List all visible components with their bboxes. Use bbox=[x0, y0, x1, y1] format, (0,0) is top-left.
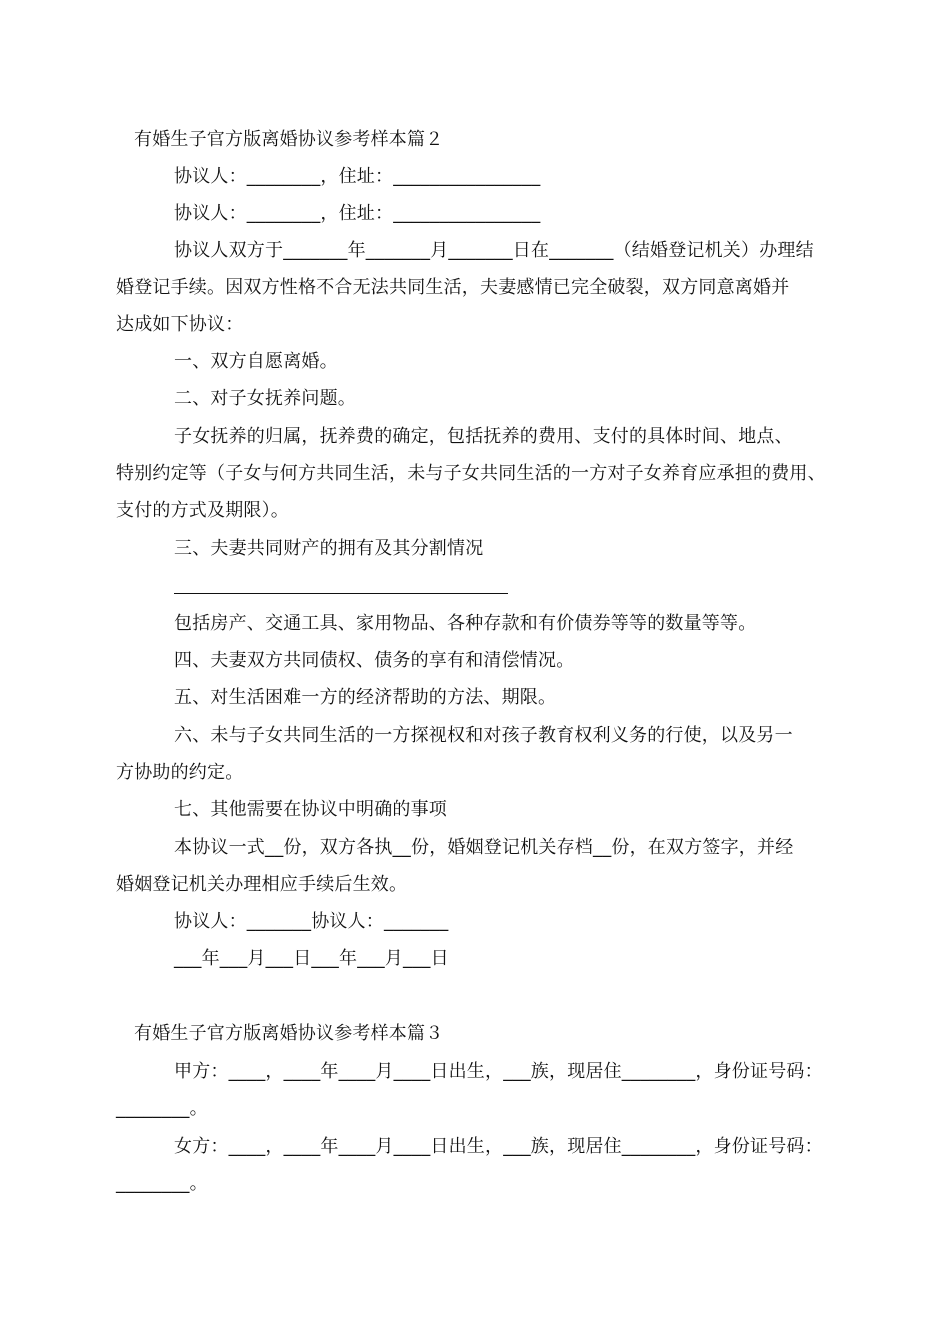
item-2: 二、对子女抚养问题。 bbox=[174, 388, 356, 409]
copies-line-1: 本协议一式__份，双方各执__份，婚姻登记机关存档__份，在双方签字，并经 bbox=[174, 837, 794, 858]
child-support-line-2: 特别约定等（子女与何方共同生活，未与子女共同生活的一方对子女养育应承担的费用、 bbox=[116, 463, 826, 484]
intro-line-1: 协议人双方于_______年_______月_______日在_______（结婚登记机关）办理结 bbox=[174, 240, 814, 261]
party-b-line-1: 女方：____，____年____月____日出生，___族，现居住________，身份证号码： bbox=[174, 1136, 823, 1157]
child-support-line-3: 支付的方式及期限）。 bbox=[116, 500, 289, 521]
intro-line-2: 婚登记手续。因双方性格不合无法共同生活，夫妻感情已完全破裂，双方同意离婚并 bbox=[116, 277, 790, 298]
item-4: 四、夫妻双方共同债权、债务的享有和清偿情况。 bbox=[174, 650, 575, 671]
intro-line-3: 达成如下协议： bbox=[116, 314, 244, 335]
item-6-line-1: 六、未与子女共同生活的一方探视权和对孩子教育权利义务的行使，以及另一 bbox=[174, 725, 793, 746]
item-7: 七、其他需要在协议中明确的事项 bbox=[174, 799, 447, 820]
party-1-line: 协议人：________，住址：________________ bbox=[174, 166, 541, 187]
date-line: ___年___月___日___年___月___日 bbox=[174, 948, 449, 969]
blank-underline bbox=[174, 593, 508, 594]
item-1: 一、双方自愿离婚。 bbox=[174, 351, 338, 372]
item-6-line-2: 方协助的约定。 bbox=[116, 762, 244, 783]
item-3: 三、夫妻共同财产的拥有及其分割情况 bbox=[174, 538, 484, 559]
child-support-line-1: 子女抚养的归属，抚养费的确定，包括抚养的费用、支付的具体时间、地点、 bbox=[174, 426, 793, 447]
section-3-title: 有婚生子官方版离婚协议参考样本篇３ bbox=[134, 1023, 444, 1044]
party-a-line-2: ________。 bbox=[116, 1098, 208, 1119]
party-a-line-1: 甲方：____，____年____月____日出生，___族，现居住________，身份证号码： bbox=[174, 1061, 823, 1082]
item-5: 五、对生活困难一方的经济帮助的方法、期限。 bbox=[174, 687, 557, 708]
section-2-title: 有婚生子官方版离婚协议参考样本篇２ bbox=[134, 129, 444, 150]
party-b-line-2: ________。 bbox=[116, 1173, 208, 1194]
property-detail: 包括房产、交通工具、家用物品、各种存款和有价债券等等的数量等等。 bbox=[174, 613, 757, 634]
party-2-line: 协议人：________，住址：________________ bbox=[174, 203, 541, 224]
signature-line: 协议人：_______协议人：_______ bbox=[174, 911, 449, 932]
copies-line-2: 婚姻登记机关办理相应手续后生效。 bbox=[116, 874, 408, 895]
